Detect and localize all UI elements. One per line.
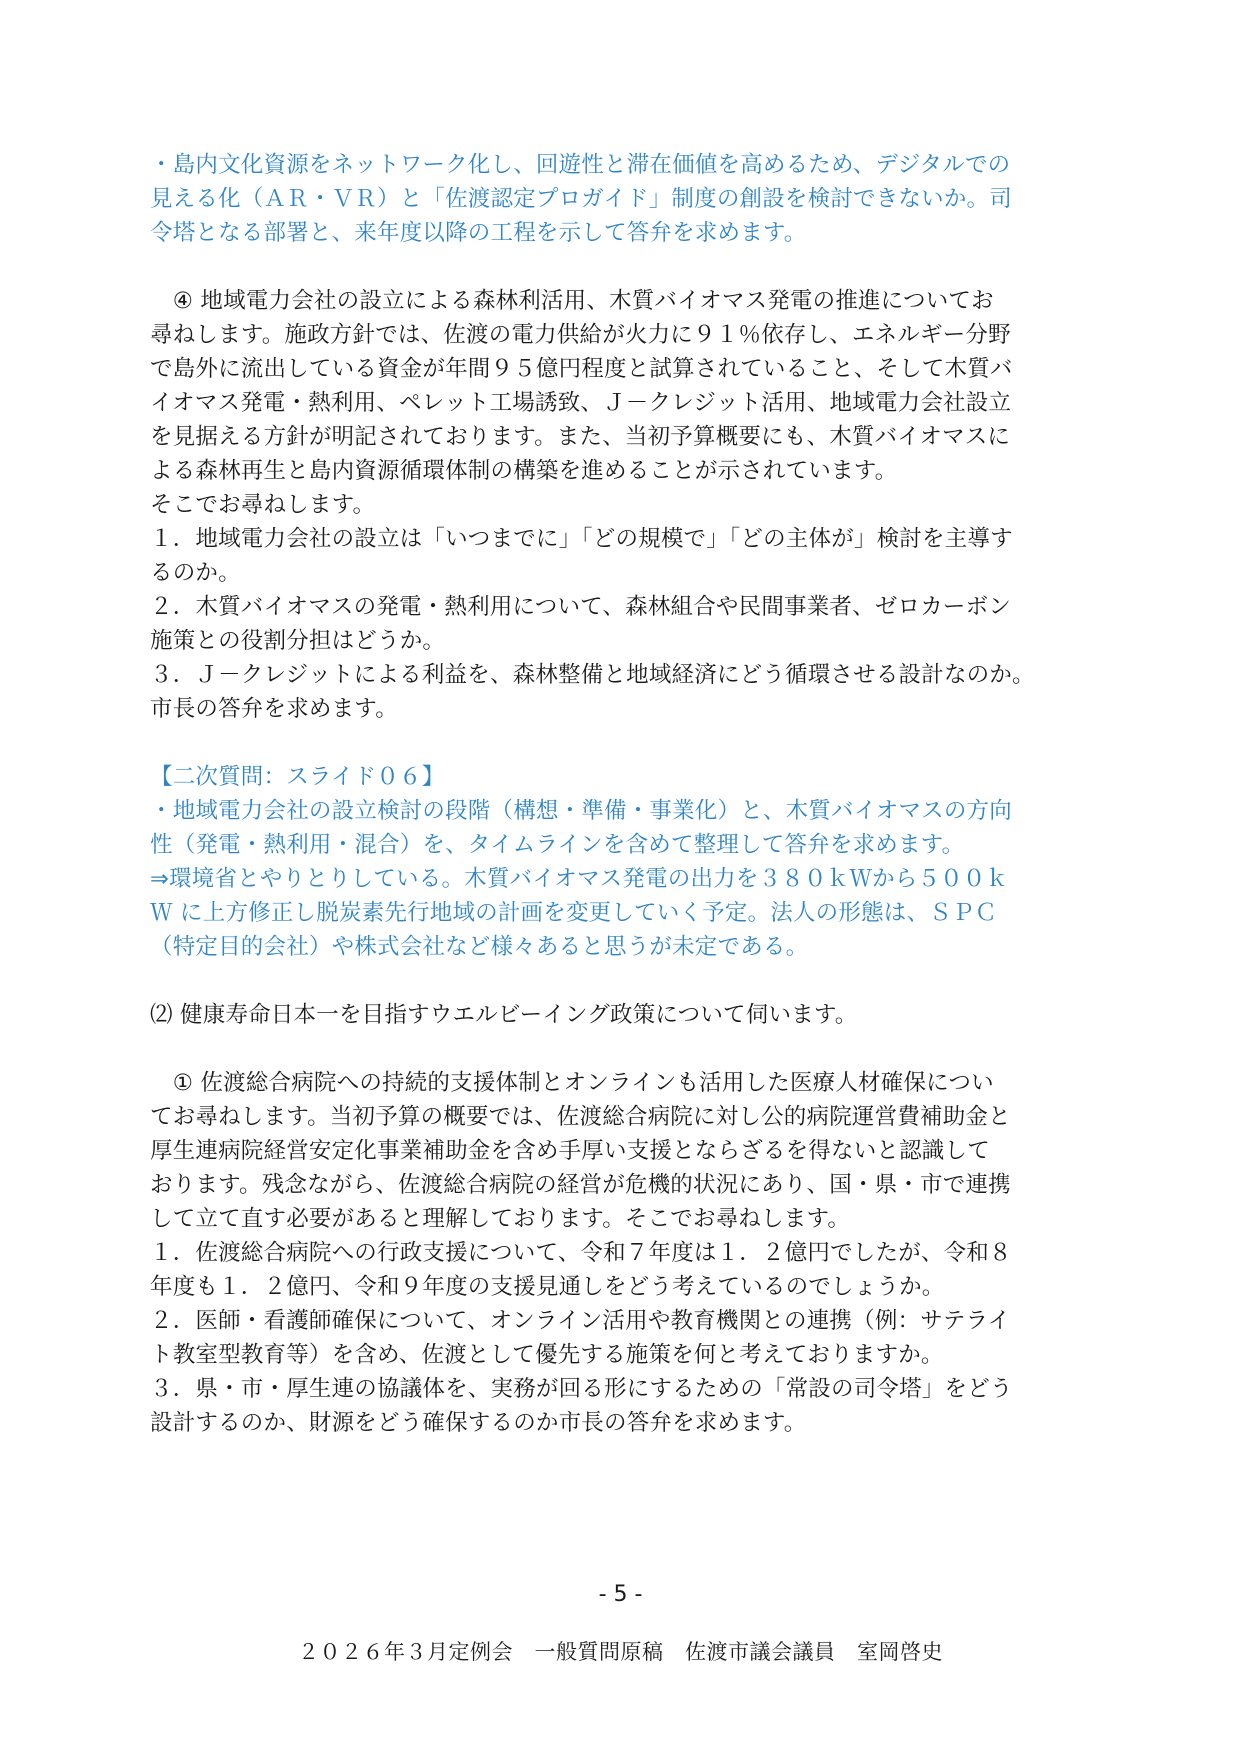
paragraph-block bbox=[150, 760, 1100, 964]
text-line: ト教室型教育等）を含め、佐渡として優先する施策を何と考えておりますか。 bbox=[150, 1342, 944, 1368]
text-line: よる森林再生と島内資源循環体制の構築を進めることが示されています。 bbox=[150, 458, 898, 484]
text-line: １．佐渡総合病院への行政支援について、令和７年度は１．２億円でしたが、令和８ bbox=[150, 1240, 1012, 1266]
text-line: 市長の答弁を求めます。 bbox=[150, 696, 398, 722]
text-line: ・島内文化資源をネットワーク化し、回遊性と滞在価値を高めるため、デジタルでの bbox=[150, 152, 1011, 178]
text-line: ① 佐渡総合病院への持続的支援体制とオンラインも活用した医療人材確保につい bbox=[150, 1070, 994, 1096]
text-line: 年度も１．２億円、令和９年度の支援見通しをどう考えているのでしょうか。 bbox=[150, 1274, 945, 1300]
text-line: 見える化（ＡＲ・ＶＲ）と「佐渡認定プロガイド」制度の創設を検討できないか。司 bbox=[150, 186, 1012, 212]
page-number: - 5 - bbox=[598, 1582, 643, 1607]
text-line: そこでお尋ねします。 bbox=[150, 492, 376, 518]
text-line: で島外に流出している資金が年間９５億円程度と試算されていること、そして木質バ bbox=[150, 356, 1013, 382]
text-line: ３．県・市・厚生連の協議体を、実務が回る形にするための「常設の司令塔」をどう bbox=[150, 1376, 1013, 1402]
text-line: ⇒環境省とやりとりしている。木質バイオマス発電の出力を３８０ｋＷから５００ｋ bbox=[150, 866, 1009, 892]
page-footer: ２０２６年３月定例会 一般質問原稿 佐渡市議会議員 室岡啓史 bbox=[298, 1640, 943, 1664]
text-line: ２．医師・看護師確保について、オンライン活用や教育機関との連携（例：サテライ bbox=[150, 1308, 1011, 1334]
text-line: 厚生連病院経営安定化事業補助金を含め手厚い支援とならざるを得ないと認識して bbox=[150, 1138, 990, 1164]
text-line: 設計するのか、財源をどう確保するのか市長の答弁を求めます。 bbox=[150, 1410, 807, 1436]
text-line: 性（発電・熱利用・混合）を、タイムラインを含めて整理して答弁を求めます。 bbox=[150, 832, 965, 858]
text-line: ・地域電力会社の設立検討の段階（構想・準備・事業化）と、木質バイオマスの方向 bbox=[150, 798, 1012, 824]
text-line: るのか。 bbox=[150, 560, 241, 586]
text-line: を見据える方針が明記されております。また、当初予算概要にも、木質バイオマスに bbox=[150, 424, 1011, 450]
text-line: ⑵ 健康寿命日本一を目指すウエルビーイング政策について伺います。 bbox=[150, 1002, 858, 1028]
paragraph-block bbox=[150, 148, 1100, 250]
text-line: ④ 地域電力会社の設立による森林利活用、木質バイオマス発電の推進についてお bbox=[150, 288, 994, 314]
text-line: てお尋ねします。当初予算の概要では、佐渡総合病院に対し公的病院運営費補助金と bbox=[150, 1104, 1011, 1130]
text-line: （特定目的会社）や株式会社など様々あると思うが未定である。 bbox=[150, 934, 809, 960]
text-line: 令塔となる部署と、来年度以降の工程を示して答弁を求めます。 bbox=[150, 220, 807, 246]
text-line: 施策との役割分担はどうか。 bbox=[150, 628, 446, 654]
text-line: ２．木質バイオマスの発電・熱利用について、森林組合や民間事業者、ゼロカーボン bbox=[150, 594, 1012, 620]
text-line: おります。残念ながら、佐渡総合病院の経営が危機的状況にあり、国・県・市で連携 bbox=[150, 1172, 1011, 1198]
paragraph-block bbox=[150, 998, 1100, 1032]
text-line: 【二次質問：スライド０６】 bbox=[150, 764, 445, 790]
text-line: Ｗ に上方修正し脱炭素先行地域の計画を変更していく予定。法人の形態は、ＳＰＣ bbox=[150, 900, 998, 926]
paragraph-block bbox=[150, 284, 1100, 726]
text-line: して立て直す必要があると理解しております。そこでお尋ねします。 bbox=[150, 1206, 851, 1232]
document-body bbox=[150, 148, 1100, 1474]
text-line: 尋ねします。施政方針では、佐渡の電力供給が火力に９１％依存し、エネルギー分野 bbox=[150, 322, 1011, 348]
text-line: ３．Ｊ－クレジットによる利益を、森林整備と地域経済にどう循環させる設計なのか。 bbox=[150, 662, 1035, 688]
text-line: イオマス発電・熱利用、ペレット工場誘致、Ｊ－クレジット活用、地域電力会社設立 bbox=[150, 390, 1012, 416]
text-line: １．地域電力会社の設立は「いつまでに」「どの規模で」「どの主体が」検討を主導す bbox=[150, 526, 1013, 552]
paragraph-block bbox=[150, 1066, 1100, 1440]
